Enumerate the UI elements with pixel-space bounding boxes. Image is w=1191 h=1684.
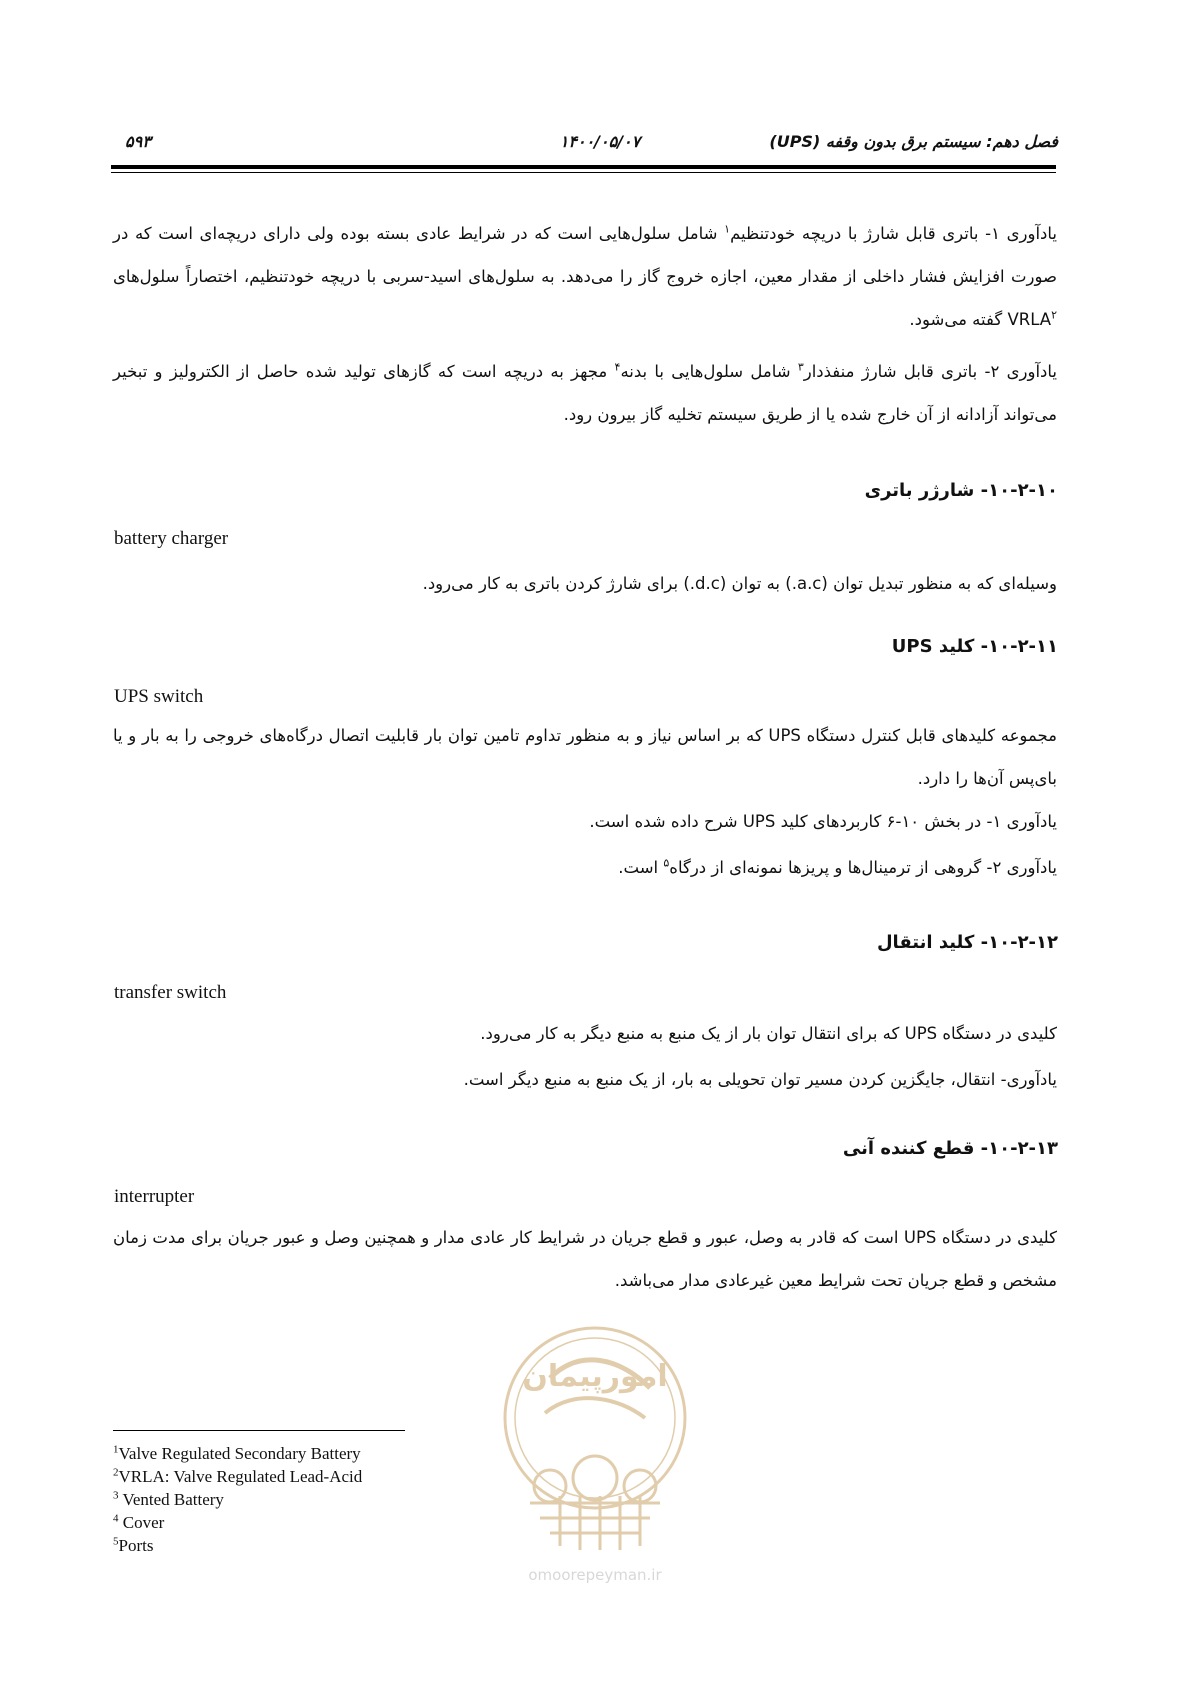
footnote-2-num: 2 (113, 1466, 119, 1479)
note-1-text-b: شامل سلول‌هایی است که در شرایط عادی بسته بوده ولی دارای دریچه‌ای است که در صورت افزایش فشار داخلی از مقدار معین، اجازه خروج گاز را می‌دهد. به سلول‌های اسید-سربی با دریچه خودتنظیم، اختصاراً سلول‌های VRLA (113, 224, 1057, 329)
header-rule-thick (111, 165, 1056, 169)
footnote-2-text: VRLA: Valve Regulated Lead-Acid (118, 1467, 363, 1486)
ups-switch-note-2-b: است. (618, 858, 664, 877)
footnote-separator (113, 1430, 405, 1431)
english-term-interrupter: interrupter (114, 1186, 195, 1207)
footnote-ref-1: ۱ (724, 222, 731, 236)
note-paragraph-1 (113, 212, 1057, 341)
footnote-3-text: Vented Battery (118, 1490, 224, 1509)
note-1-text-a: یادآوری ۱- باتری قابل شارژ با دریچه خودتنظیم (730, 224, 1057, 243)
footnote-ref-4: ۴ (614, 360, 621, 374)
definition-battery-charger: وسیله‌ای که به منظور تبدیل توان (a.c.) به توان (d.c.) برای شارژ کردن باتری به کار می‌رود. (422, 574, 1057, 593)
english-term-transfer-switch: transfer switch (114, 982, 227, 1003)
watermark-logo-text: امورپیمان (522, 1359, 668, 1394)
omoore-peyman-logo-icon (490, 1318, 700, 1588)
chapter-title: فصل دهم: سیستم برق بدون وقفه (UPS) (769, 132, 1058, 151)
footnote-ref-3: ۳ (797, 360, 804, 374)
note-1-text-c: گفته می‌شود. (909, 310, 1008, 329)
footnote-4-num: 4 (113, 1512, 119, 1525)
footnote-ref-5: ۵ (663, 856, 670, 870)
ups-switch-note-2-a: یادآوری ۲- گروهی از ترمینال‌ها و پریزها نمونه‌ای از درگاه (669, 858, 1057, 877)
note-2-text-a: یادآوری ۲- باتری قابل شارژ منفذدار (803, 362, 1057, 381)
header-rule-thin (111, 172, 1056, 173)
note-2-text-c: مجهز به دریچه است که گازهای تولید شده حاصل از الکترولیز و تبخیر می‌تواند آزادانه از آن خارج شده یا از طریق سیستم تخلیه گاز بیرون رود. (113, 362, 1057, 424)
footnote-2 (113, 1465, 362, 1488)
page-number: ۵۹۳ (125, 132, 151, 151)
footnote-ref-2: ۲ (1051, 308, 1057, 322)
definition-ups-switch: مجموعه کلیدهای قابل کنترل دستگاه UPS که بر اساس نیاز و به منظور تداوم تامین توان بار قابلیت اتصال درگاه‌های خروجی را به بار و یا بای‌پس آن‌ها را دارد. (113, 726, 1057, 788)
section-heading-battery-charger: ۱۰-۲-۱۰- شارژر باتری (864, 480, 1058, 501)
footnote-1-text: Valve Regulated Secondary Battery (118, 1444, 361, 1463)
footnote-3 (113, 1488, 224, 1511)
section-heading-transfer-switch: ۱۰-۲-۱۲- کلید انتقال (876, 932, 1058, 953)
watermark-site-text: omoorepeyman.ir (528, 1566, 662, 1584)
section-heading-ups-switch: ۱۰-۲-۱۱- کلید UPS (891, 636, 1058, 657)
footnote-5-num: 5 (113, 1535, 119, 1548)
english-term-ups-switch: UPS switch (114, 686, 204, 707)
footnote-1 (113, 1442, 361, 1465)
footnote-4 (113, 1511, 164, 1534)
ups-switch-note-2 (113, 846, 1057, 889)
section-heading-interrupter: ۱۰-۲-۱۳- قطع کننده آنی (842, 1138, 1058, 1159)
footnote-4-text: Cover (118, 1513, 165, 1532)
watermark-logo (490, 1318, 700, 1588)
footnote-3-num: 3 (113, 1489, 119, 1502)
header-date: ۱۴۰۰/۰۵/۰۷ (559, 132, 641, 151)
english-term-battery-charger: battery charger (114, 528, 229, 549)
definition-transfer-switch: کلیدی در دستگاه UPS که برای انتقال توان بار از یک منبع به منبع دیگر به کار می‌رود. (480, 1024, 1057, 1043)
footnote-1-num: 1 (113, 1443, 119, 1456)
footnote-5 (113, 1534, 153, 1557)
note-paragraph-2 (113, 350, 1057, 436)
ups-switch-note-1: یادآوری ۱- در بخش ۱۰-۶ کاربردهای کلید UPS شرح داده شده است. (589, 812, 1057, 831)
definition-interrupter: کلیدی در دستگاه UPS است که قادر به وصل، عبور و قطع جریان در شرایط کار عادی مدار و همچنین وصل و عبور جریان برای مدت زمان مشخص و قطع جریان تحت شرایط معین غیرعادی مدار می‌باشد. (113, 1228, 1057, 1290)
footnote-5-text: Ports (118, 1536, 154, 1555)
note-2-text-b: شامل سلول‌هایی با بدنه (620, 362, 798, 381)
transfer-switch-note: یادآوری- انتقال، جایگزین کردن مسیر توان تحویلی به بار، از یک منبع به منبع دیگر است. (463, 1070, 1057, 1089)
